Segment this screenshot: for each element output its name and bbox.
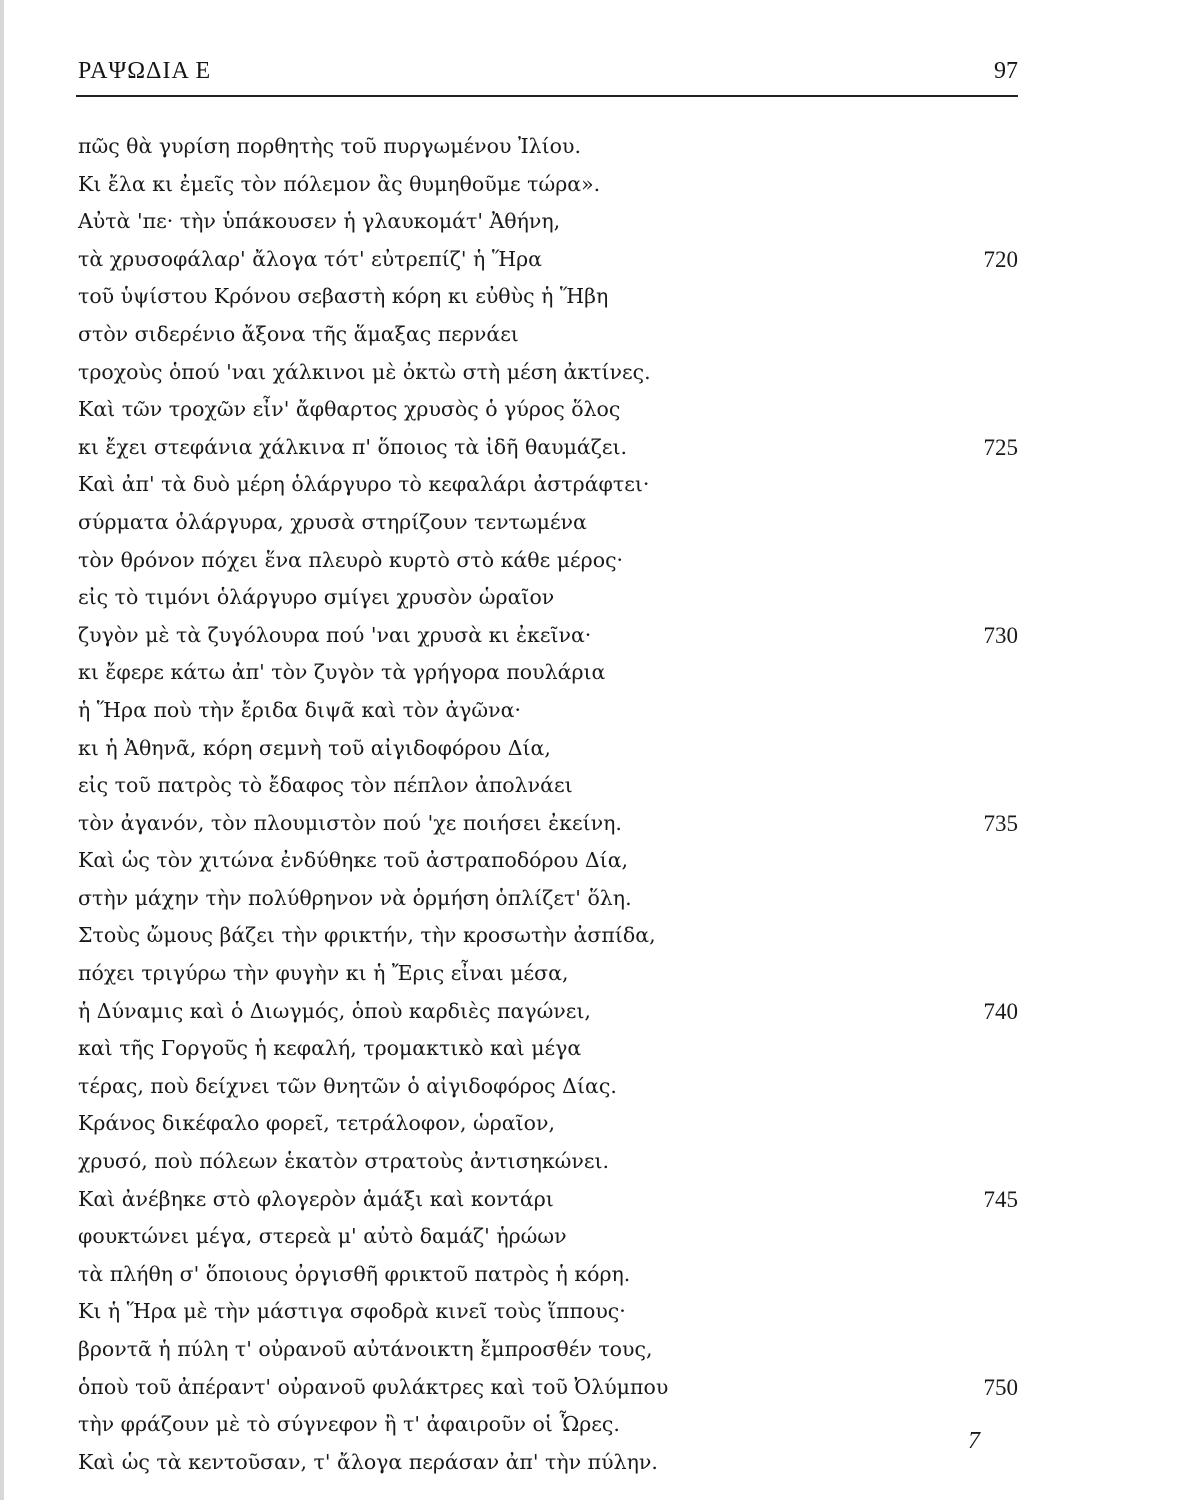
verse-text: τροχοὺς ὁπού 'ναι χάλκινοι μὲ ὀκτὼ στὴ μέση ἀκτίνες. [78, 359, 651, 384]
verse-text: Αὐτὰ 'πε· τὴν ὑπάκουσεν ἡ γλαυκομάτ' Ἀθήνη, [78, 209, 561, 234]
page-edge-shadow [0, 0, 4, 1500]
verse-line [78, 128, 1018, 166]
verse-text: τὰ χρυσοφάλαρ' ἄλογα τότ' εὐτρεπίζ' ἡ Ἥρα [78, 246, 542, 271]
verse-line [78, 1331, 1018, 1369]
verse-text: Καὶ ἀνέβηκε στὸ φλογερὸν ἁμάξι καὶ κοντάρι [78, 1186, 554, 1211]
verse-text: βροντᾶ ἡ πύλη τ' οὐρανοῦ αὐτάνοικτη ἔμπροσθέν τους, [78, 1337, 653, 1361]
verse-text: στὴν μάχην τὴν πολύθρηνον νὰ ὁρμήση ὁπλίζετ' ὅλη. [78, 885, 632, 910]
verse-line [78, 391, 1018, 429]
verse-number: 735 [983, 810, 1018, 836]
verse-line [78, 1105, 1018, 1143]
verse-line [78, 429, 1018, 467]
verse-text: χρυσό, ποὺ πόλεων ἑκατὸν στρατοὺς ἀντισηκώνει. [78, 1149, 610, 1174]
verse-line [78, 993, 1018, 1031]
verse-line [78, 241, 1018, 279]
verse-text: Καὶ ἀπ' τὰ δυὸ μέρη ὁλάργυρο τὸ κεφαλάρι ἀστράφτει· [78, 472, 650, 497]
verse-text: ἡ Δύναμις καὶ ὁ Διωγμός, ὁποὺ καρδιὲς παγώνει, [78, 998, 591, 1023]
verse-line [78, 542, 1018, 580]
verse-line [78, 504, 1018, 542]
verse-line [78, 278, 1018, 316]
verse-text: Στοὺς ὤμους βάζει τὴν φρικτήν, τὴν κροσωτὴν ἀσπίδα, [78, 923, 656, 948]
page-number: 97 [994, 58, 1018, 84]
verse-text: τέρας, ποὺ δείχνει τῶν θνητῶν ὁ αἰγιδοφόρος Δίας. [78, 1073, 617, 1098]
verse-text: Κι ἔλα κι ἐμεῖς τὸν πόλεμον ἂς θυμηθοῦμε τώρα». [78, 171, 601, 196]
verse-block [78, 128, 1018, 1481]
verse-number: 720 [983, 246, 1018, 272]
verse-text: τὸν θρόνον πόχει ἕνα πλευρὸ κυρτὸ στὸ κάθε μέρος· [78, 547, 624, 572]
verse-line [78, 1256, 1018, 1294]
verse-text: πόχει τριγύρω τὴν φυγὴν κι ἡ Ἔρις εἶναι μέσα, [78, 961, 569, 986]
verse-text: τοῦ ὑψίστου Κρόνου σεβαστὴ κόρη κι εὐθὺς ἡ Ἥβη [78, 284, 609, 309]
verse-line [78, 805, 1018, 843]
verse-line [78, 1030, 1018, 1068]
page-header [78, 58, 1018, 94]
verse-line [78, 354, 1018, 392]
verse-line [78, 842, 1018, 880]
verse-text: Κι ἡ Ἥρα μὲ τὴν μάστιγα σφοδρὰ κινεῖ τοὺς ἵππους· [78, 1299, 626, 1324]
verse-text: φουκτώνει μέγα, στερεὰ μ' αὐτὸ δαμάζ' ἡρώων [78, 1224, 567, 1249]
verse-line [78, 1406, 1018, 1444]
verse-text: εἰς τὸ τιμόνι ὁλάργυρο σμίγει χρυσὸν ὡραῖον [78, 585, 555, 610]
verse-line [78, 1293, 1018, 1331]
verse-line [78, 767, 1018, 805]
verse-text: στὸν σιδερένιο ἄξονα τῆς ἅμαξας περνάει [78, 321, 519, 346]
verse-text: Κράνος δικέφαλο φορεῖ, τετράλοφον, ὡραῖον, [78, 1111, 556, 1136]
verse-line [78, 1181, 1018, 1219]
verse-line [78, 730, 1018, 768]
verse-line [78, 466, 1018, 504]
verse-number: 745 [983, 1186, 1018, 1212]
verse-text: πῶς θὰ γυρίση πορθητὴς τοῦ πυργωμένου Ἰλίου. [78, 134, 581, 158]
verse-number: 750 [983, 1374, 1018, 1400]
verse-number: 740 [983, 998, 1018, 1024]
verse-line [78, 955, 1018, 993]
verse-line [78, 880, 1018, 918]
verse-line [78, 1143, 1018, 1181]
verse-text: κι ἔχει στεφάνια χάλκινα π' ὅποιος τὰ ἰδῆ θαυμάζει. [78, 434, 628, 459]
verse-text: Καὶ ὡς τὸν χιτώνα ἐνδύθηκε τοῦ ἀστραποδόρου Δία, [78, 848, 629, 873]
signature-mark: 7 [968, 1428, 980, 1454]
verse-text: ὁποὺ τοῦ ἀπέραντ' οὐρανοῦ φυλάκτρες καὶ τοῦ Ὀλύμπου [78, 1374, 669, 1399]
running-head: ΡΑΨΩΔΙΑ Ε [78, 58, 212, 84]
verse-text: εἰς τοῦ πατρὸς τὸ ἔδαφος τὸν πέπλον ἀπολνάει [78, 773, 573, 798]
verse-text: τὸν ἀγανόν, τὸν πλουμιστὸν πού 'χε ποιήσει ἐκείνη. [78, 810, 622, 835]
verse-line [78, 917, 1018, 955]
verse-text: σύρματα ὁλάργυρα, χρυσὰ στηρίζουν τεντωμένα [78, 509, 587, 534]
verse-line [78, 1068, 1018, 1106]
verse-number: 725 [983, 434, 1018, 460]
verse-text: κι ἡ Ἀθηνᾶ, κόρη σεμνὴ τοῦ αἰγιδοφόρου Δία, [78, 735, 551, 760]
verse-line [78, 1369, 1018, 1407]
verse-line [78, 316, 1018, 354]
header-rule [76, 95, 1018, 97]
verse-text: Καὶ ὡς τὰ κεντοῦσαν, τ' ἄλογα περάσαν ἀπ' τὴν πύλην. [78, 1449, 658, 1474]
verse-text: τὴν φράζουν μὲ τὸ σύγνεφον ἢ τ' ἀφαιροῦν οἱ Ὧρες. [78, 1412, 620, 1437]
verse-line [78, 166, 1018, 204]
verse-text: Καὶ τῶν τροχῶν εἶν' ἄφθαρτος χρυσὸς ὁ γύρος ὅλος [78, 397, 621, 422]
verse-text: ζυγὸν μὲ τὰ ζυγόλουρα πού 'ναι χρυσὰ κι ἐκεῖνα· [78, 622, 592, 647]
verse-text: κι ἔφερε κάτω ἀπ' τὸν ζυγὸν τὰ γρήγορα πουλάρια [78, 660, 606, 685]
verse-line [78, 654, 1018, 692]
verse-line [78, 1444, 1018, 1482]
verse-line [78, 1218, 1018, 1256]
verse-text: καὶ τῆς Γοργοῦς ἡ κεφαλή, τρομακτικὸ καὶ μέγα [78, 1036, 582, 1061]
verse-line [78, 692, 1018, 730]
verse-number: 730 [983, 622, 1018, 648]
verse-line [78, 203, 1018, 241]
verse-text: τὰ πλήθη σ' ὅποιους ὀργισθῆ φρικτοῦ πατρὸς ἡ κόρη. [78, 1261, 631, 1286]
verse-line [78, 617, 1018, 655]
verse-line [78, 579, 1018, 617]
verse-text: ἡ Ἥρα ποὺ τὴν ἔριδα διψᾶ καὶ τὸν ἀγῶνα· [78, 697, 521, 722]
